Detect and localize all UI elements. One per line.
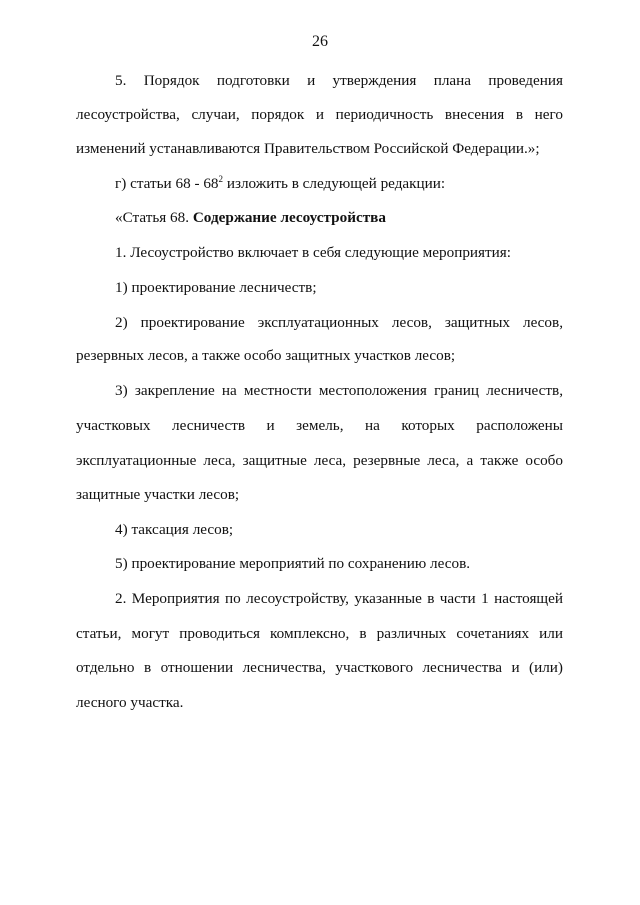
article-heading (115, 208, 563, 228)
item-g-superscript: 2 (218, 174, 224, 184)
part-2-line-4: лесного участка. (76, 694, 184, 711)
item-g-prefix: г) статьи 68 - 68 (115, 175, 219, 192)
article-heading-prefix: «Статья 68. (115, 209, 193, 226)
list-item-4: 4) таксация лесов; (115, 521, 234, 538)
part-1-intro: 1. Лесоустройство включает в себя следующие мероприятия: (115, 244, 512, 261)
list-item-3-line-1: 3) закрепление на местности местоположения границ лесничеств, (115, 382, 563, 399)
part-2-line-1: 2. Мероприятия по лесоустройству, указанные в части 1 настоящей (115, 590, 563, 607)
list-item-3-line-4: защитные участки лесов; (76, 486, 240, 503)
item-g (115, 174, 563, 194)
list-item-3-line-3: эксплуатационные леса, защитные леса, резервные леса, а также особо (76, 452, 563, 469)
page-number: 26 (312, 33, 328, 50)
paragraph-5-line-3: изменений устанавливаются Правительством Российской Федерации.»; (76, 140, 540, 157)
paragraph-5-line-2: лесоустройства, случаи, порядок и периодичность внесения в него (76, 106, 563, 123)
part-2-line-3: отдельно в отношении лесничества, участкового лесничества и (или) (76, 659, 563, 676)
list-item-5: 5) проектирование мероприятий по сохранению лесов. (115, 555, 471, 572)
part-2-line-2: статьи, могут проводиться комплексно, в различных сочетаниях или (76, 625, 563, 642)
list-item-3-line-2: участковых лесничеств и земель, на которых расположены (76, 417, 563, 434)
list-item-2-line-1: 2) проектирование эксплуатационных лесов, защитных лесов, (115, 314, 563, 331)
paragraph-5-line-1: 5. Порядок подготовки и утверждения плана проведения (115, 72, 563, 89)
list-item-2-line-2: резервных лесов, а также особо защитных участков лесов; (76, 347, 456, 364)
article-heading-title: Содержание лесоустройства (192, 209, 386, 226)
item-g-suffix: изложить в следующей редакции: (223, 175, 446, 192)
list-item-1: 1) проектирование лесничеств; (115, 279, 317, 296)
